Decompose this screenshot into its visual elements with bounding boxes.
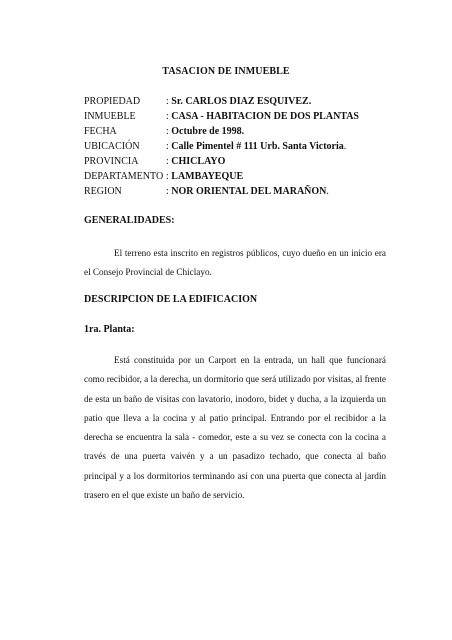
field-label: FECHA [84, 126, 117, 137]
field-colon: : [166, 126, 172, 137]
field-colon: : [166, 186, 172, 197]
generalidades-heading: GENERALIDADES: [84, 215, 175, 226]
field-propiedad [84, 95, 311, 109]
field-colon: : [166, 96, 172, 107]
generalidades-paragraph: El terreno esta inscrito en registros públicos, cuyo dueño en un inicio era el Consejo Provincial de Chiclayo. [84, 248, 386, 278]
field-inmueble [84, 110, 359, 124]
field-region [84, 185, 329, 199]
field-colon: : [166, 171, 172, 182]
field-colon: : [166, 111, 172, 122]
field-label: DEPARTAMENTO [84, 171, 164, 182]
field-value: Sr. CARLOS DIAZ ESQUIVEZ. [171, 96, 312, 107]
field-value: LAMBAYEQUE [171, 171, 244, 182]
field-suffix: . [343, 141, 347, 152]
descripcion-heading: DESCRIPCION DE LA EDIFICACION [84, 294, 258, 305]
field-label: UBICACIÓN [84, 141, 140, 152]
field-provincia [84, 155, 225, 169]
field-label: PROVINCIA [84, 156, 139, 167]
field-label: INMUEBLE [84, 111, 136, 122]
field-label: REGION [84, 186, 122, 197]
field-value: Octubre de 1998. [171, 126, 245, 137]
field-fecha [84, 125, 244, 139]
field-ubicacion [84, 140, 346, 154]
field-value: CHICLAYO [171, 156, 226, 167]
field-value: Calle Pimentel # 111 Urb. Santa Victoria [171, 141, 344, 152]
field-colon: : [166, 141, 172, 152]
field-label: PROPIEDAD [84, 96, 141, 107]
field-value: CASA - HABITACION DE DOS PLANTAS [171, 111, 359, 122]
planta-paragraph: Está constituida por un Carport en la entrada, un hall que funcionará como recibidor, a la derecha, un dormitorio que será utilizado por visitas, al frente de esta un baño de visitas con lavatorio, inodoro, bidet y ducha, a la izquierda un patio que lleva a la cocina y al patio principal. Entrando por el recibidor a la derecha se encuentra la sala - comedor, este a su vez se conecta con la cocina a través de una puerta vaivén y a un pasadizo techado, que conecta al baño principal y a los dormitorios terminando así con una puerta que conecta al jardín trasero en el que existe un baño de servicio. [84, 355, 386, 501]
planta-heading: 1ra. Planta: [84, 324, 135, 335]
document-title: TASACION DE INMUEBLE [162, 66, 290, 77]
field-value: NOR ORIENTAL DEL MARAÑON [171, 186, 327, 197]
field-departamento [84, 170, 243, 184]
field-colon: : [166, 156, 172, 167]
field-suffix: . [326, 186, 329, 197]
